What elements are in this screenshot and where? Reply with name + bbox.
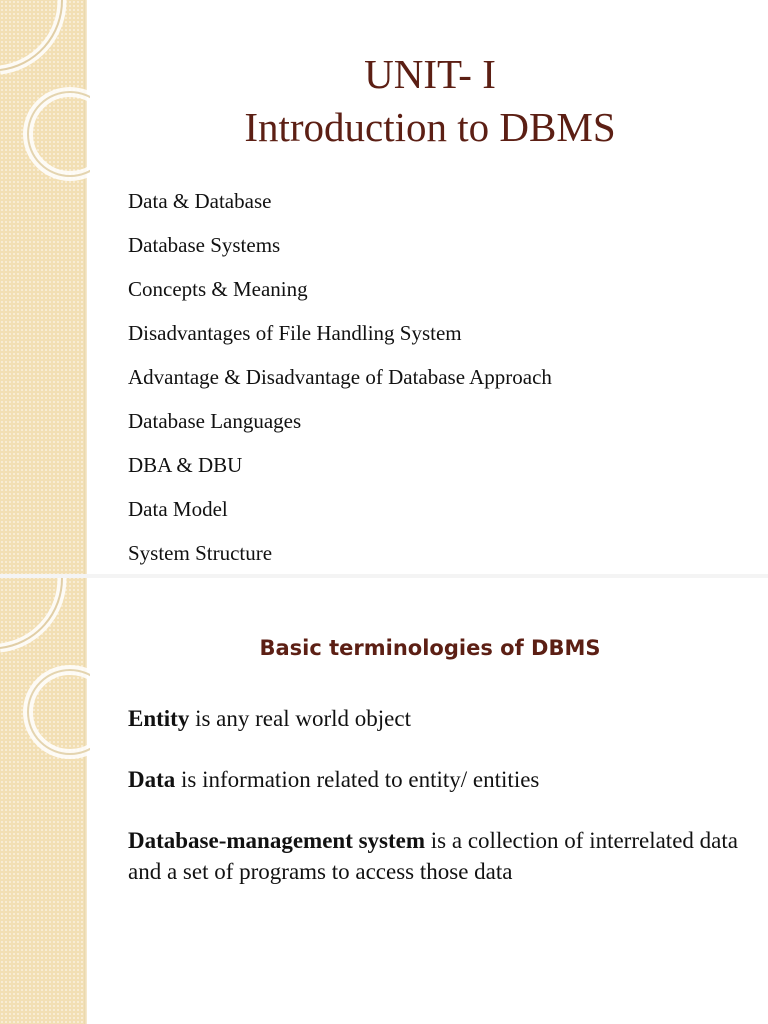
topic-item: DBA & DBU: [128, 453, 243, 477]
topic-item: Database Systems: [128, 233, 281, 257]
topic-item: Database Languages: [128, 409, 302, 433]
decorative-circles-top: [0, 0, 90, 190]
definition-data: [128, 764, 748, 795]
topic-item: Advantage & Disadvantage of Database Approach: [128, 365, 552, 389]
definition-term: Database-management system: [128, 828, 426, 853]
definition-term: Data: [128, 767, 176, 792]
slide-title-subject: Introduction to DBMS: [244, 104, 616, 150]
topic-list: [128, 184, 748, 580]
definition-text: is a collection of interrelated data and a set of programs to access those data: [128, 828, 738, 884]
slide-title-unit: UNIT- I: [364, 51, 496, 97]
section-heading: Basic terminologies of DBMS: [259, 636, 601, 660]
topic-item: Data & Database: [128, 189, 272, 213]
topic-item: Disadvantages of File Handling System: [128, 321, 462, 345]
definition-dbms: [128, 825, 748, 887]
topic-item: Data Model: [128, 497, 228, 521]
topic-item: System Structure: [128, 541, 273, 565]
definition-term: Entity: [128, 706, 190, 731]
definition-text: is any real world object: [189, 706, 411, 731]
definition-text: is information related to entity/ entities: [175, 767, 540, 792]
decorative-circles-bottom: [0, 578, 90, 768]
definition-entity: [128, 703, 748, 734]
topic-item: Concepts & Meaning: [128, 277, 308, 301]
